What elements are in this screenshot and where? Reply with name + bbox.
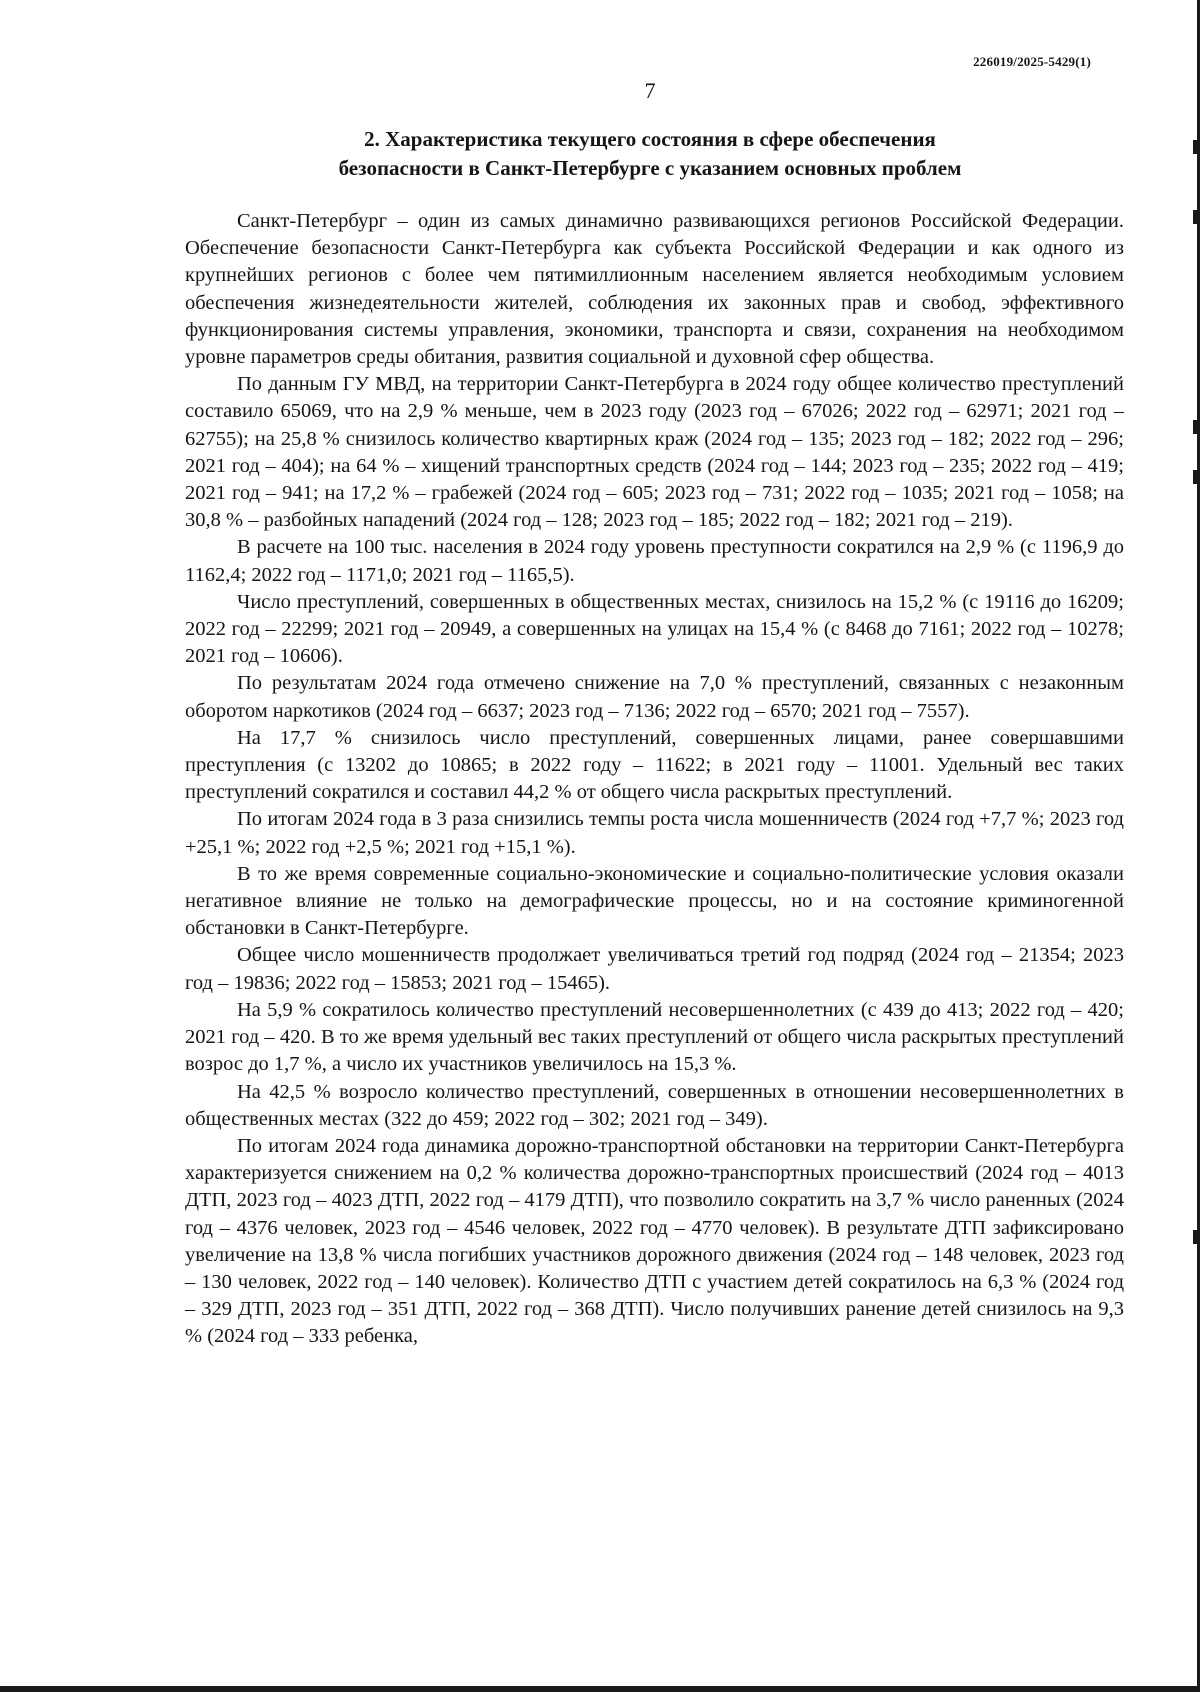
scan-border-bottom — [0, 1686, 1200, 1692]
scan-mark — [1193, 140, 1197, 154]
paragraph: В то же время современные социально-экономические и социально-политические условия оказали негативное влияние не только на демографические процессы, но и на состояние криминогенной обстановки в Санкт-Петербурге. — [185, 862, 1124, 940]
paragraph: На 42,5 % возросло количество преступлений, совершенных в отношении несовершеннолетних в общественных местах (322 до 459; 2022 год – 302; 2021 год – 349). — [185, 1080, 1124, 1130]
paragraph: Общее число мошенничеств продолжает увеличиваться третий год подряд (2024 год – 21354; 2023 год – 19836; 2022 год – 15853; 2021 год – 15465). — [185, 944, 1124, 994]
document-id: 226019/2025-5429(1) — [973, 54, 1091, 69]
paragraph: По результатам 2024 года отмечено снижение на 7,0 % преступлений, связанных с незаконным оборотом наркотиков (2024 год – 6637; 2023 год – 7136; 2022 год – 6570; 2021 год – 7557). — [185, 672, 1124, 722]
paragraph: Санкт-Петербург – один из самых динамично развивающихся регионов Российской Федерации. Обеспечение безопасности Санкт-Петербурга как субъекта Российской Федерации и как одного из крупнейших регионов с более чем пятимиллионным населением является необходимым условием обеспечения жизнедеятельности жителей, соблюдения их законных прав и свобод, эффективного функционирования системы управления, экономики, транспорта и связи, сохранения на необходимом уровне параметров среды обитания, развития социальной и духовной сфер общества. — [185, 210, 1124, 369]
scan-mark — [1193, 420, 1197, 434]
paragraph: На 17,7 % снизилось число преступлений, совершенных лицами, ранее совершавшими преступления (с 13202 до 10865; в 2022 году – 11622; в 2021 году – 11001. Удельный вес таких преступлений сократился и составил 44,2 % от общего числа раскрытых преступлений. — [185, 726, 1124, 804]
paragraph: По итогам 2024 года динамика дорожно-транспортной обстановки на территории Санкт-Петербурга характеризуется снижением на 0,2 % количества дорожно-транспортных происшествий (2024 год – 4013 ДТП, 2023 год – 4023 ДТП, 2022 год – 4179 ДТП), что позволило сократить на 3,7 % число раненных (2024 год – 4376 человек, 2023 год – 4546 человек, 2022 год – 4770 человек). В результате ДТП зафиксировано увеличение на 13,8 % числа погибших участников дорожного движения (2024 год – 148 человек, 2023 год – 130 человек, 2022 год – 140 человек). Количество ДТП с участием детей сократилось на 6,3 % (2024 год – 329 ДТП, 2023 год – 351 ДТП, 2022 год – 368 ДТП). Число получивших ранение детей снизилось на 9,3 % (2024 год – 333 ребенка, — [185, 1134, 1124, 1348]
scan-mark — [1193, 210, 1197, 224]
paragraph: По итогам 2024 года в 3 раза снизились темпы роста числа мошенничеств (2024 год +7,7 %; 2023 год +25,1 %; 2022 год +2,5 %; 2021 год +15,1 %). — [185, 808, 1124, 858]
paragraph: По данным ГУ МВД, на территории Санкт-Петербурга в 2024 году общее количество преступлений составило 65069, что на 2,9 % меньше, чем в 2023 году (2023 год – 67026; 2022 год – 62971; 2021 год – 62755); на 25,8 % снизилось количество квартирных краж (2024 год – 135; 2023 год – 182; 2022 год – 296; 2021 год – 404); на 64 % – хищений транспортных средств (2024 год – 144; 2023 год – 235; 2022 год – 419; 2021 год – 941; на 17,2 % – грабежей (2024 год – 605; 2023 год – 731; 2022 год – 1035; 2021 год – 1058; на 30,8 % – разбойных нападений (2024 год – 128; 2023 год – 185; 2022 год – 182; 2021 год – 219). — [185, 373, 1124, 532]
section-heading — [150, 125, 1150, 183]
heading-line-1: 2. Характеристика текущего состояния в сфере обеспечения — [364, 127, 936, 151]
scan-mark — [1193, 470, 1197, 484]
scan-mark — [1193, 1230, 1197, 1244]
paragraph: На 5,9 % сократилось количество преступлений несовершеннолетних (с 439 до 413; 2022 год – 420; 2021 год – 420. В то же время удельный вес таких преступлений от общего числа раскрытых преступлений возрос до 1,7 %, а число их участников увеличилось на 15,3 %. — [185, 998, 1124, 1076]
paragraph: В расчете на 100 тыс. населения в 2024 году уровень преступности сократился на 2,9 % (с 1196,9 до 1162,4; 2022 год – 1171,0; 2021 год – 1165,5). — [185, 536, 1124, 586]
body-text — [185, 208, 1124, 1351]
heading-line-2: безопасности в Санкт-Петербурге с указанием основных проблем — [338, 156, 962, 180]
paragraph: Число преступлений, совершенных в общественных местах, снизилось на 15,2 % (с 19116 до 16209; 2022 год – 22299; 2021 год – 20949, а совершенных на улицах на 15,4 % (с 8468 до 7161; 2022 год – 10278; 2021 год – 10606). — [185, 590, 1124, 668]
page-number: 7 — [644, 78, 656, 103]
